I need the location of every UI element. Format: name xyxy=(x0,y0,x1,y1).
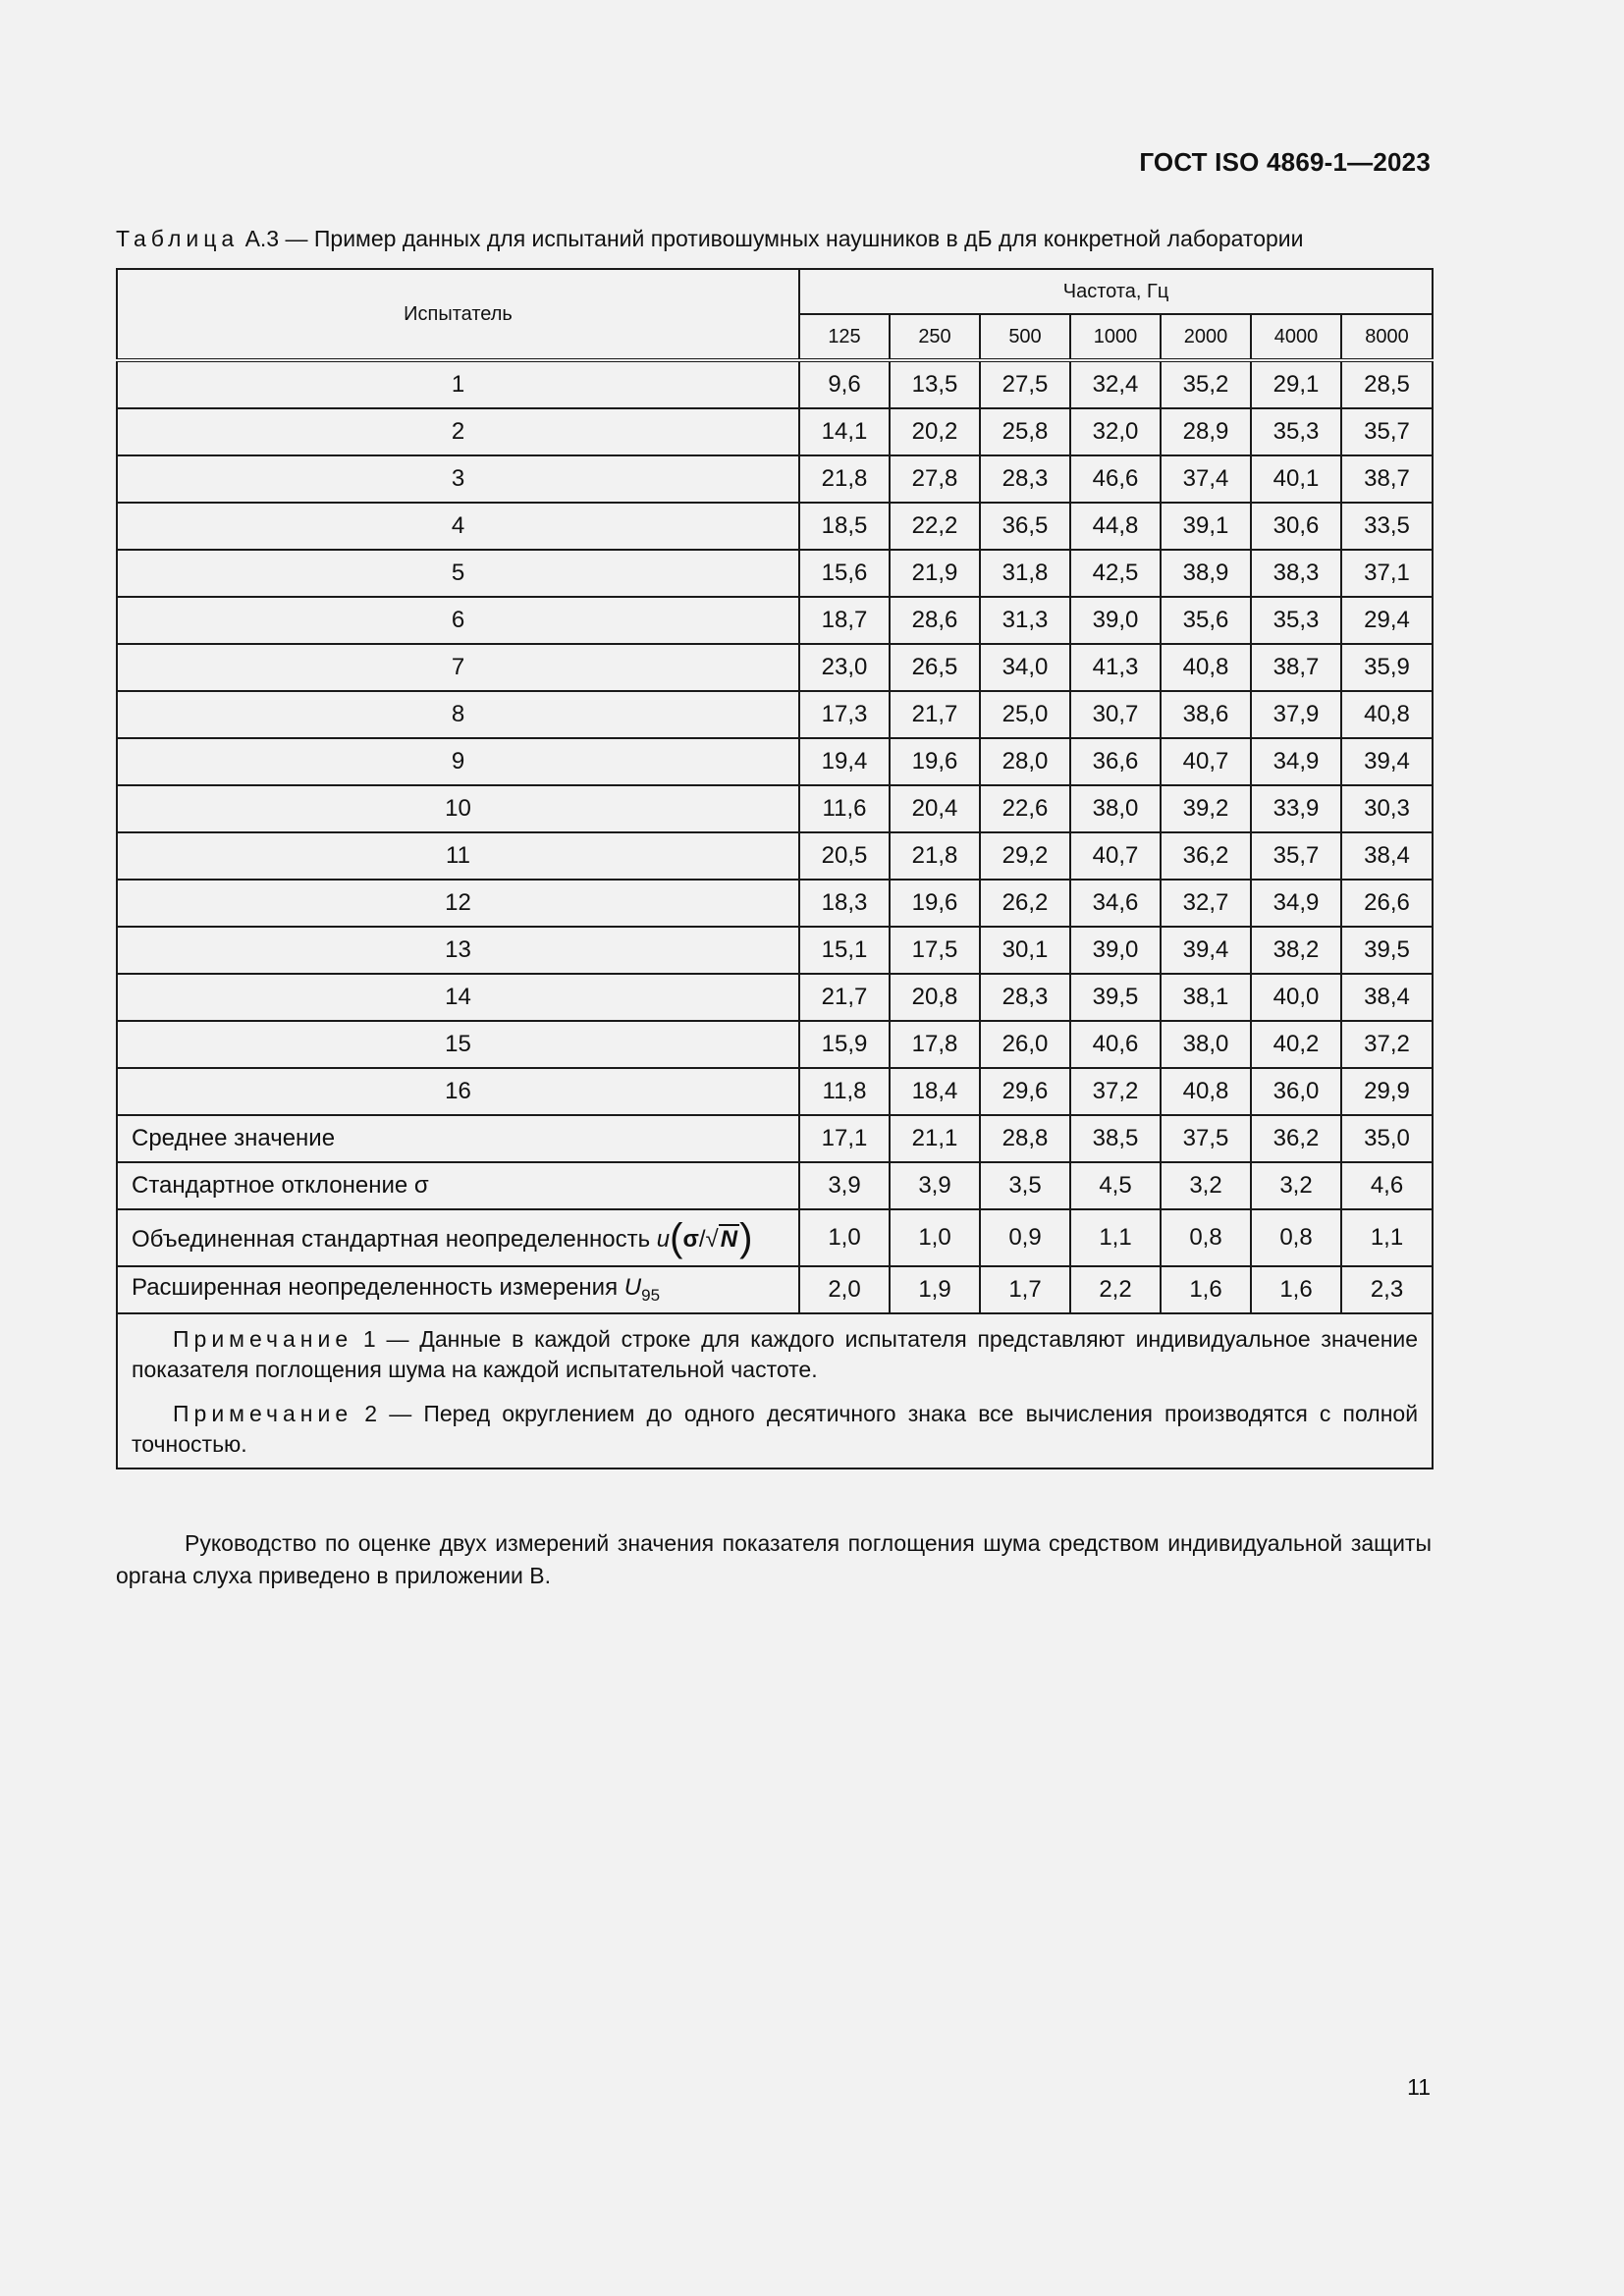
value-cell: 39,0 xyxy=(1070,927,1161,974)
value-cell: 1,9 xyxy=(890,1266,980,1313)
value-cell: 30,3 xyxy=(1341,785,1433,832)
value-cell: 33,5 xyxy=(1341,503,1433,550)
value-cell: 35,7 xyxy=(1341,408,1433,455)
table-row xyxy=(117,597,1433,644)
tester-number: 7 xyxy=(117,644,799,691)
value-cell: 21,7 xyxy=(890,691,980,738)
value-cell: 32,4 xyxy=(1070,360,1161,408)
value-cell: 0,8 xyxy=(1251,1209,1341,1266)
value-cell: 36,5 xyxy=(980,503,1070,550)
table-note xyxy=(132,1399,1418,1460)
value-cell: 35,2 xyxy=(1161,360,1251,408)
table-caption-label: Таблица xyxy=(116,226,240,251)
value-cell: 22,2 xyxy=(890,503,980,550)
table-row xyxy=(117,880,1433,927)
value-cell: 37,2 xyxy=(1341,1021,1433,1068)
value-cell: 34,6 xyxy=(1070,880,1161,927)
mean-row xyxy=(117,1115,1433,1162)
tester-number: 16 xyxy=(117,1068,799,1115)
value-cell: 26,0 xyxy=(980,1021,1070,1068)
value-cell: 35,3 xyxy=(1251,597,1341,644)
value-cell: 38,2 xyxy=(1251,927,1341,974)
value-cell: 37,4 xyxy=(1161,455,1251,503)
table-row xyxy=(117,644,1433,691)
value-cell: 3,2 xyxy=(1161,1162,1251,1209)
value-cell: 38,1 xyxy=(1161,974,1251,1021)
value-cell: 30,6 xyxy=(1251,503,1341,550)
value-cell: 4,5 xyxy=(1070,1162,1161,1209)
frequency-header: Частота, Гц xyxy=(799,269,1433,314)
table-row xyxy=(117,738,1433,785)
value-cell: 15,6 xyxy=(799,550,890,597)
tester-number: 11 xyxy=(117,832,799,880)
value-cell: 36,2 xyxy=(1161,832,1251,880)
value-cell: 40,7 xyxy=(1070,832,1161,880)
expanded-label-text: Расширенная неопределенность измерения xyxy=(132,1274,619,1301)
value-cell: 29,9 xyxy=(1341,1068,1433,1115)
value-cell: 35,7 xyxy=(1251,832,1341,880)
value-cell: 38,3 xyxy=(1251,550,1341,597)
value-cell: 20,2 xyxy=(890,408,980,455)
value-cell: 1,0 xyxy=(890,1209,980,1266)
value-cell: 21,1 xyxy=(890,1115,980,1162)
value-cell: 25,8 xyxy=(980,408,1070,455)
value-cell: 39,4 xyxy=(1161,927,1251,974)
table-row xyxy=(117,785,1433,832)
value-cell: 2,2 xyxy=(1070,1266,1161,1313)
expanded-uncertainty-row xyxy=(117,1266,1433,1313)
value-cell: 38,6 xyxy=(1161,691,1251,738)
value-cell: 3,9 xyxy=(799,1162,890,1209)
table-row xyxy=(117,360,1433,408)
value-cell: 30,7 xyxy=(1070,691,1161,738)
table-row xyxy=(117,1068,1433,1115)
value-cell: 11,8 xyxy=(799,1068,890,1115)
frequency-header-cell: 2000 xyxy=(1161,314,1251,360)
value-cell: 28,3 xyxy=(980,974,1070,1021)
value-cell: 22,6 xyxy=(980,785,1070,832)
value-cell: 38,7 xyxy=(1341,455,1433,503)
value-cell: 38,0 xyxy=(1161,1021,1251,1068)
value-cell: 40,8 xyxy=(1161,1068,1251,1115)
value-cell: 26,6 xyxy=(1341,880,1433,927)
value-cell: 19,6 xyxy=(890,738,980,785)
value-cell: 39,5 xyxy=(1070,974,1161,1021)
value-cell: 1,6 xyxy=(1161,1266,1251,1313)
combined-uncertainty-label xyxy=(117,1209,799,1266)
tester-number: 9 xyxy=(117,738,799,785)
value-cell: 3,9 xyxy=(890,1162,980,1209)
value-cell: 44,8 xyxy=(1070,503,1161,550)
value-cell: 40,6 xyxy=(1070,1021,1161,1068)
value-cell: 27,8 xyxy=(890,455,980,503)
value-cell: 17,8 xyxy=(890,1021,980,1068)
body-paragraph: Руководство по оценке двух измерений значения показателя поглощения шума средством индивидуальной защиты органа слуха приведено в приложении В. xyxy=(116,1530,1432,1588)
value-cell: 35,3 xyxy=(1251,408,1341,455)
value-cell: 18,3 xyxy=(799,880,890,927)
value-cell: 29,2 xyxy=(980,832,1070,880)
value-cell: 27,5 xyxy=(980,360,1070,408)
tester-number: 14 xyxy=(117,974,799,1021)
value-cell: 25,0 xyxy=(980,691,1070,738)
value-cell: 21,7 xyxy=(799,974,890,1021)
tester-number: 6 xyxy=(117,597,799,644)
table-row xyxy=(117,1021,1433,1068)
data-table xyxy=(116,268,1434,1469)
value-cell: 26,2 xyxy=(980,880,1070,927)
frequency-header-cell: 125 xyxy=(799,314,890,360)
value-cell: 20,4 xyxy=(890,785,980,832)
value-cell: 35,6 xyxy=(1161,597,1251,644)
value-cell: 23,0 xyxy=(799,644,890,691)
value-cell: 40,1 xyxy=(1251,455,1341,503)
combined-uncertainty-row xyxy=(117,1209,1433,1266)
value-cell: 35,0 xyxy=(1341,1115,1433,1162)
formula-n: N xyxy=(720,1225,738,1253)
value-cell: 17,5 xyxy=(890,927,980,974)
value-cell: 4,6 xyxy=(1341,1162,1433,1209)
value-cell: 1,6 xyxy=(1251,1266,1341,1313)
value-cell: 21,8 xyxy=(890,832,980,880)
value-cell: 28,8 xyxy=(980,1115,1070,1162)
value-cell: 3,5 xyxy=(980,1162,1070,1209)
tester-header: Испытатель xyxy=(117,269,799,360)
expanded-symbol: U xyxy=(623,1274,642,1301)
table-row xyxy=(117,927,1433,974)
value-cell: 15,1 xyxy=(799,927,890,974)
table-caption xyxy=(116,226,1303,252)
value-cell: 30,1 xyxy=(980,927,1070,974)
tester-number: 2 xyxy=(117,408,799,455)
value-cell: 35,9 xyxy=(1341,644,1433,691)
value-cell: 39,4 xyxy=(1341,738,1433,785)
value-cell: 32,0 xyxy=(1070,408,1161,455)
value-cell: 28,5 xyxy=(1341,360,1433,408)
value-cell: 18,4 xyxy=(890,1068,980,1115)
value-cell: 36,2 xyxy=(1251,1115,1341,1162)
value-cell: 15,9 xyxy=(799,1021,890,1068)
value-cell: 40,8 xyxy=(1161,644,1251,691)
value-cell: 18,7 xyxy=(799,597,890,644)
note-label: Примечание xyxy=(173,1401,353,1426)
std-row xyxy=(117,1162,1433,1209)
value-cell: 38,5 xyxy=(1070,1115,1161,1162)
value-cell: 40,0 xyxy=(1251,974,1341,1021)
value-cell: 14,1 xyxy=(799,408,890,455)
value-cell: 20,8 xyxy=(890,974,980,1021)
value-cell: 28,3 xyxy=(980,455,1070,503)
value-cell: 33,9 xyxy=(1251,785,1341,832)
tester-number: 1 xyxy=(117,360,799,408)
note-text: 2 — Перед округлением до одного десятичного знака все вычисления производятся с полной точностью. xyxy=(132,1401,1419,1457)
value-cell: 1,7 xyxy=(980,1266,1070,1313)
value-cell: 40,2 xyxy=(1251,1021,1341,1068)
value-cell: 34,9 xyxy=(1251,880,1341,927)
value-cell: 37,9 xyxy=(1251,691,1341,738)
value-cell: 0,8 xyxy=(1161,1209,1251,1266)
table-note xyxy=(132,1324,1418,1385)
value-cell: 32,7 xyxy=(1161,880,1251,927)
value-cell: 17,1 xyxy=(799,1115,890,1162)
value-cell: 39,0 xyxy=(1070,597,1161,644)
value-cell: 38,9 xyxy=(1161,550,1251,597)
value-cell: 34,9 xyxy=(1251,738,1341,785)
value-cell: 1,1 xyxy=(1070,1209,1161,1266)
value-cell: 38,4 xyxy=(1341,974,1433,1021)
value-cell: 42,5 xyxy=(1070,550,1161,597)
tester-number: 13 xyxy=(117,927,799,974)
value-cell: 9,6 xyxy=(799,360,890,408)
value-cell: 20,5 xyxy=(799,832,890,880)
frequency-header-cell: 8000 xyxy=(1341,314,1433,360)
value-cell: 39,1 xyxy=(1161,503,1251,550)
page-number: 11 xyxy=(1407,2074,1431,2100)
note-label: Примечание xyxy=(173,1326,353,1352)
formula-u: u xyxy=(656,1225,671,1253)
standard-designation: ГОСТ ISO 4869-1—2023 xyxy=(1139,147,1431,177)
table-row xyxy=(117,455,1433,503)
value-cell: 1,1 xyxy=(1341,1209,1433,1266)
value-cell: 38,0 xyxy=(1070,785,1161,832)
value-cell: 2,3 xyxy=(1341,1266,1433,1313)
table-row xyxy=(117,832,1433,880)
value-cell: 31,3 xyxy=(980,597,1070,644)
value-cell: 17,3 xyxy=(799,691,890,738)
table-caption-text: А.3 — Пример данных для испытаний противошумных наушников в дБ для конкретной лаборатории xyxy=(244,226,1304,251)
value-cell: 40,8 xyxy=(1341,691,1433,738)
frequency-header-cell: 250 xyxy=(890,314,980,360)
std-label: Стандартное отклонение σ xyxy=(117,1162,799,1209)
value-cell: 11,6 xyxy=(799,785,890,832)
tester-number: 5 xyxy=(117,550,799,597)
value-cell: 36,0 xyxy=(1251,1068,1341,1115)
notes-cell xyxy=(117,1313,1433,1468)
frequency-header-cell: 500 xyxy=(980,314,1070,360)
table-row xyxy=(117,974,1433,1021)
notes-row xyxy=(117,1313,1433,1468)
value-cell: 37,5 xyxy=(1161,1115,1251,1162)
value-cell: 21,9 xyxy=(890,550,980,597)
value-cell: 36,6 xyxy=(1070,738,1161,785)
value-cell: 1,0 xyxy=(799,1209,890,1266)
value-cell: 41,3 xyxy=(1070,644,1161,691)
formula-sigma: σ xyxy=(682,1225,699,1253)
table-row xyxy=(117,503,1433,550)
value-cell: 39,5 xyxy=(1341,927,1433,974)
value-cell: 29,1 xyxy=(1251,360,1341,408)
expanded-subscript: 95 xyxy=(641,1286,661,1305)
value-cell: 46,6 xyxy=(1070,455,1161,503)
tester-number: 15 xyxy=(117,1021,799,1068)
value-cell: 13,5 xyxy=(890,360,980,408)
value-cell: 28,9 xyxy=(1161,408,1251,455)
value-cell: 37,1 xyxy=(1341,550,1433,597)
frequency-header-cell: 4000 xyxy=(1251,314,1341,360)
combined-label-text: Объединенная стандартная неопределенность xyxy=(132,1225,651,1253)
note-text: 1 — Данные в каждой строке для каждого испытателя представляют индивидуальное значение показателя поглощения шума на каждой испытательной частоте. xyxy=(132,1326,1419,1382)
value-cell: 26,5 xyxy=(890,644,980,691)
table-row xyxy=(117,408,1433,455)
expanded-uncertainty-label xyxy=(117,1266,799,1313)
mean-label: Среднее значение xyxy=(117,1115,799,1162)
value-cell: 3,2 xyxy=(1251,1162,1341,1209)
value-cell: 18,5 xyxy=(799,503,890,550)
value-cell: 2,0 xyxy=(799,1266,890,1313)
value-cell: 38,7 xyxy=(1251,644,1341,691)
value-cell: 28,0 xyxy=(980,738,1070,785)
table-row xyxy=(117,550,1433,597)
value-cell: 37,2 xyxy=(1070,1068,1161,1115)
value-cell: 29,6 xyxy=(980,1068,1070,1115)
tester-number: 12 xyxy=(117,880,799,927)
tester-number: 8 xyxy=(117,691,799,738)
table-body xyxy=(117,360,1433,1468)
value-cell: 38,4 xyxy=(1341,832,1433,880)
value-cell: 29,4 xyxy=(1341,597,1433,644)
value-cell: 21,8 xyxy=(799,455,890,503)
value-cell: 34,0 xyxy=(980,644,1070,691)
value-cell: 40,7 xyxy=(1161,738,1251,785)
value-cell: 19,6 xyxy=(890,880,980,927)
tester-number: 4 xyxy=(117,503,799,550)
tester-number: 3 xyxy=(117,455,799,503)
value-cell: 28,6 xyxy=(890,597,980,644)
frequency-header-cell: 1000 xyxy=(1070,314,1161,360)
value-cell: 19,4 xyxy=(799,738,890,785)
value-cell: 39,2 xyxy=(1161,785,1251,832)
uncertainty-formula: u(σ/√N) xyxy=(656,1215,753,1259)
value-cell: 31,8 xyxy=(980,550,1070,597)
tester-number: 10 xyxy=(117,785,799,832)
table-row xyxy=(117,691,1433,738)
value-cell: 0,9 xyxy=(980,1209,1070,1266)
